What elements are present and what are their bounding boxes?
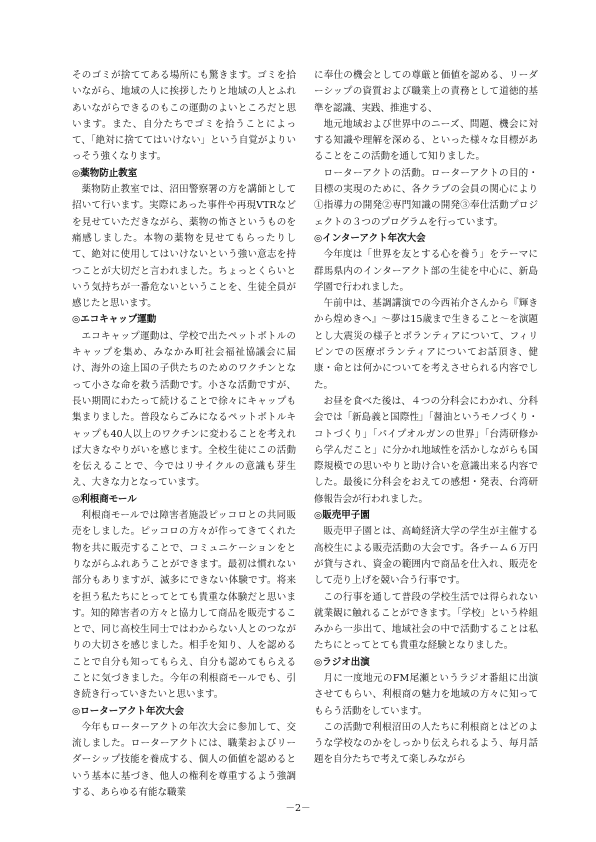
paragraph: この行事を通して普段の学校生活では得られない就業観に触れることができます。「学校」という枠組みから一歩出て、地域社会の中で活動することは私たちにとってとても貴重な経験となりました。 (314, 591, 538, 652)
right-column (314, 68, 538, 769)
paragraph: そのゴミが捨ててある場所にも驚きます。ゴミを拾いながら、地域の人に挨拶したりと地域の人とふれあいながらできるのもこの運動のよいところだと思います。また、自分たちでゴミを拾うことによって、「絶対に捨ててはいけない」という自覚がよりいっそう強くなります。 (72, 70, 296, 163)
section-heading-drug-prevention: ◎薬物防止教室 (72, 167, 138, 179)
paragraph: お昼を食べた後は、４つの分科会にわかれ、分科会では「新島義と国際性」「醤油というモノづくり・コトづくり」「パイプオルガンの世界」「台湾研修から学んだこと」に分かれ地域性を活かしながらも国際規模での思いやりと助け合いを意識出来る内容でした。最後に分科会をおえての感想・発表、台湾研修報告会が行われました。 (314, 395, 538, 505)
page-body (72, 68, 544, 799)
paragraph: 今年度は「世界を友とする心を養う」をテーマに群馬県内のインターアクト部の生徒を中心に、新島学園で行われました。 (314, 249, 538, 293)
section-heading-ecocap: ◎エコキャップ運動 (72, 314, 157, 326)
paragraph: エコキャップ運動は、学校で出たペットボトルのキャップを集め、みなかみ町社会福祉協議会に届け、海外の途上国の子供たちのためのワクチンとなって小さな命を救う活動です。小さな活動ですが、長い期間にわたって続けることで徐々にキャップも集まりました。普段ならごみになるペットボトルキャップも40人以上のワクチンに変わることを考えれば大きなやりがいを感じます。全校生徒にこの活動を伝えることで、今ではリサイクルの意識も芽生え、大きな力となっています。 (72, 330, 296, 489)
paragraph: 薬物防止教室では、沼田警察署の方を講師として招いて行います。実際にあった事件や再現VTRなどを見せていただきながら、薬物の怖さというものを痛感しました。本物の薬物を見せてもらったりして、絶対に使用してはいけないという強い意志を持つことが大切だと言われました。ちょっとくらいという気持ちが一番危ないということを、生徒全員が感じたと思います。 (72, 184, 296, 310)
paragraph: 午前中は、基調講演での今西祐介さんから『輝きから煌めきへ』～夢は15歳まで生きること～を演題とし大震災の様子とボランティアについて、フィリピンでの医療ボランティアについてお話頂き、健康・命とは何かについてを考えさせられる内容でした。 (314, 298, 538, 391)
paragraph: に奉仕の機会としての尊厳と価値を認める、リーダーシップの資質および職業上の責務として道徳的基準を認識、実践、推進する、 (314, 70, 538, 114)
section-heading-radio: ◎ラジオ出演 (314, 656, 370, 668)
paragraph: 月に一度地元のFM尾瀬というラジオ番組に出演させてもらい、利根商の魅力を地域の方々に知ってもらう活動をしています。 (314, 672, 538, 717)
paragraph: 利根商モールでは障害者施設ピッコロとの共同販売をしました。ピッコロの方々が作ってきてくれた物を共に販売することで、コミュニケーションをとりながらふれあうことができます。最初は慣れない部分もありますが、滅多にできない体験です。将来を担う私たちにとってとても貴重な体験だと思います。知的障害者の方々と協力して商品を販売することで、同じ高校生同士ではわからない人とのつながりの大切さを感じました。相手を知り、人を認めることで自分も知ってもらえ、自分も認めてもらえることに気づきました。今年の利根商モールでも、引き続き行っていきたいと思います。 (72, 510, 296, 701)
page-number: －2－ (285, 803, 311, 814)
section-heading-tonesho-mall: ◎利根商モール (72, 493, 137, 505)
section-heading-rotaract: ◎ローターアクト年次大会 (72, 705, 185, 717)
section-heading-interact: ◎インターアクト年次大会 (314, 232, 426, 244)
paragraph: 販売甲子園とは、高崎経済大学の学生が主催する高校生による販売活動の大会です。各チーム６万円が貸与され、資金の範囲内で商品を仕入れ、販売をして売り上げを競い合う行事です。 (314, 526, 538, 587)
paragraph: 地元地域および世界中のニーズ、問題、機会に対する知識や理解を深める、といった様々な目標があることをこの活動を通して知りました。 (314, 118, 538, 163)
section-heading-sales-koshien: ◎販売甲子園 (314, 510, 370, 522)
paragraph: 今年もローターアクトの年次大会に参加して、交流しました。ローターアクトには、職業およびリーダーシップ技能を養成する、個人の価値を認めるという基本に基づき、他人の権利を尊重するよう強調する、あらゆる有能な職業 (72, 721, 296, 799)
left-column (72, 68, 296, 801)
paragraph: ローターアクトの活動。ローターアクトの目的・目標の実現のために、各クラブの会員の関心により①指導力の開発②専門知識の開発③奉仕活動プロジェクトの３つのプログラムを行っています。 (314, 167, 538, 228)
paragraph: この活動で利根沼田の人たちに利根商とはどのような学校なのかをしっかり伝えられるよう、毎月話題を自分たちで考えて楽しみながら (314, 721, 538, 766)
